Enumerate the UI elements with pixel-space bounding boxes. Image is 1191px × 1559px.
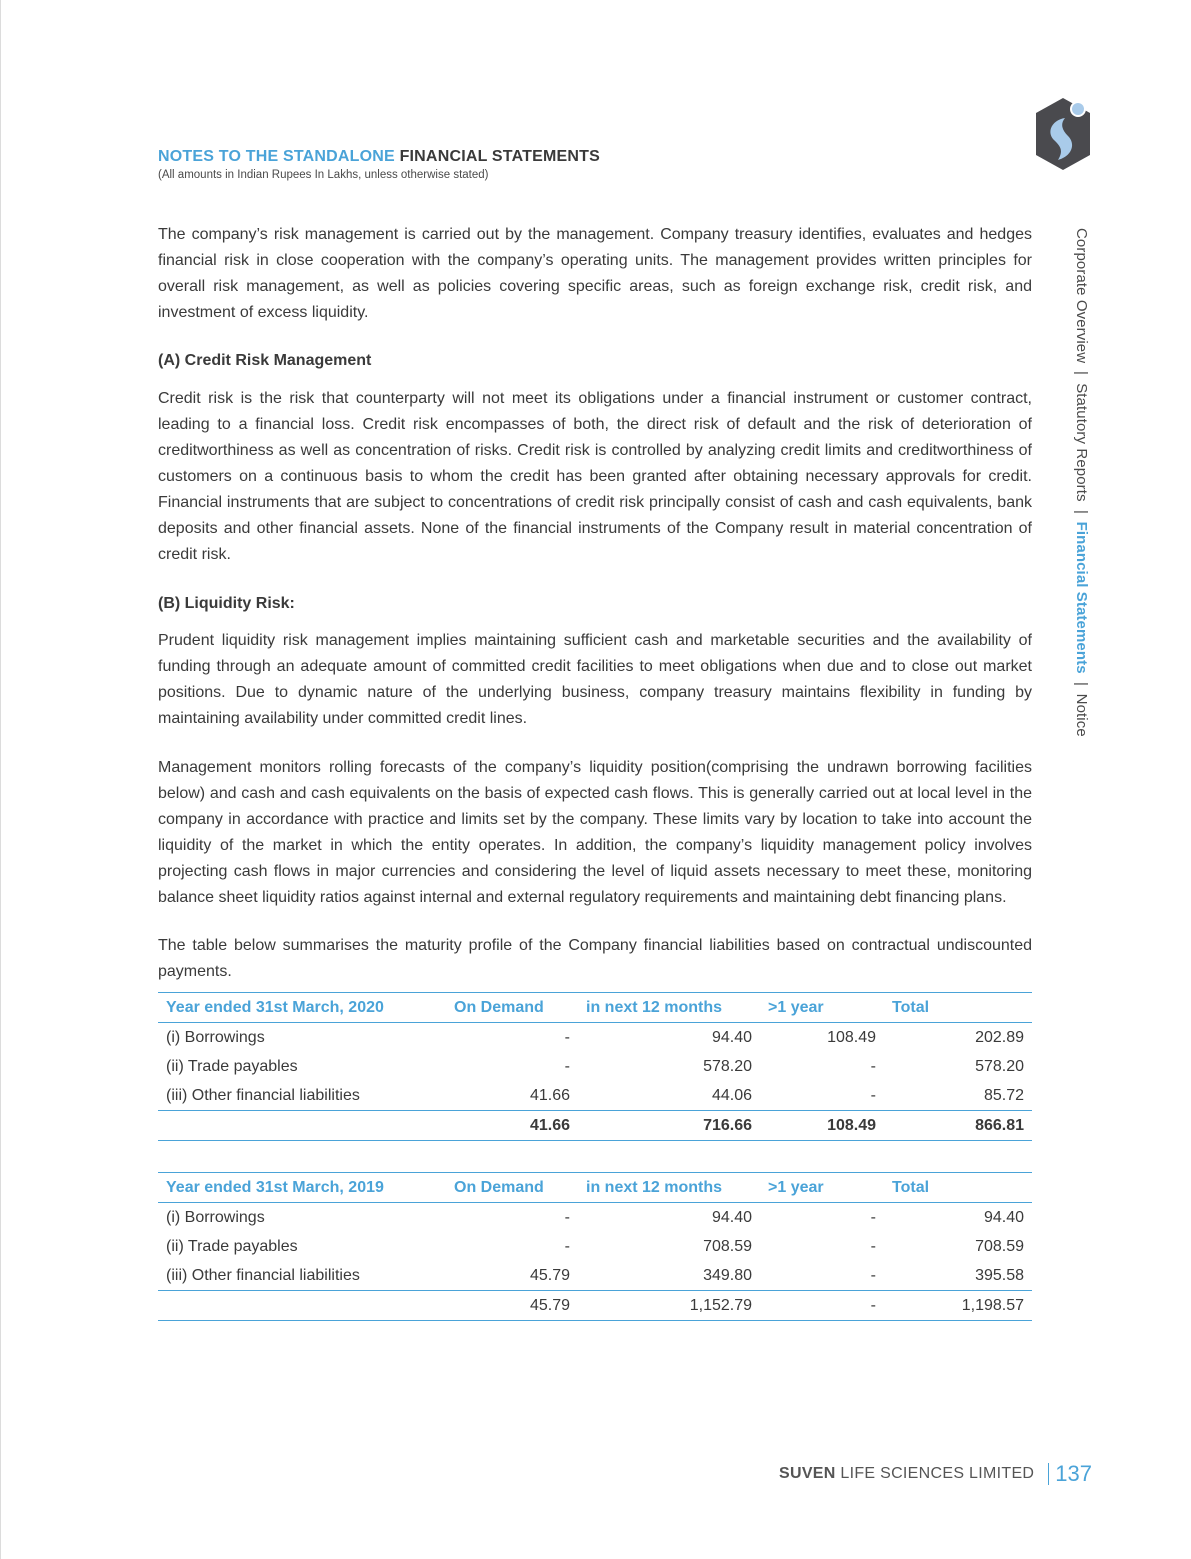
total-next-12-months: 1,152.79 <box>578 1291 760 1321</box>
page-title-main: FINANCIAL STATEMENTS <box>399 148 600 165</box>
total-over-1-year: - <box>760 1291 884 1321</box>
page-footer <box>779 1461 1092 1487</box>
page-title-accent: NOTES TO THE STANDALONE <box>158 148 395 165</box>
cell-next-12-months: 44.06 <box>711 1086 752 1104</box>
main-content <box>158 222 1032 1321</box>
side-nav-separator: | <box>1073 681 1090 686</box>
total-on-demand: 41.66 <box>446 1111 578 1141</box>
column-header-over-1-year: >1 year <box>760 993 884 1023</box>
column-header-total: Total <box>884 993 1032 1023</box>
row-label: (i) Borrowings <box>166 1208 265 1226</box>
liquidity-paragraph-1: Prudent liquidity risk management implies maintaining sufficient cash and marketable securities and the availability of funding through an adequate amount of committed credit facilities to meet obligations when due and to close out market positions. Due to dynamic nature of the underlying business, company treasury maintains flexibility in funding by maintaining availability under committed credit lines. <box>158 632 1032 727</box>
total-total: 866.81 <box>884 1111 1032 1141</box>
column-header-on-demand: On Demand <box>446 993 578 1023</box>
cell-next-12-months: 94.40 <box>711 1208 752 1226</box>
footer-company-bold: SUVEN <box>779 1465 836 1482</box>
row-label: (ii) Trade payables <box>166 1237 298 1255</box>
side-nav-corporate-overview[interactable]: Corporate Overview <box>1073 228 1090 364</box>
table-row <box>158 1052 1032 1081</box>
total-next-12-months: 716.66 <box>578 1111 760 1141</box>
credit-risk-heading: (A) Credit Risk Management <box>158 352 372 369</box>
cell-on-demand: - <box>564 1208 570 1226</box>
cell-total: 202.89 <box>975 1028 1024 1046</box>
maturity-table-2019 <box>158 1172 1032 1321</box>
table-row <box>158 1081 1032 1111</box>
credit-risk-paragraph: Credit risk is the risk that counterparty will not meet its obligations under a financial instrument or customer contract, leading to a financial loss. Credit risk encompasses of both, the direct risk of default and the risk of deterioration of creditworthiness as well as concentration of risks. Credit risk is controlled by analyzing credit limits and creditworthiness of customers on a continuous basis to whom the credit has been granted after obtaining necessary approvals for credit. Financial instruments that are subject to concentrations of credit risk principally consist of cash and cash equivalents, bank deposits and other financial assets. None of the financial instruments of the Company result in material concentration of credit risk. <box>158 390 1032 563</box>
side-nav-notice[interactable]: Notice <box>1073 693 1090 737</box>
cell-total: 94.40 <box>983 1208 1024 1226</box>
page-subtitle: (All amounts in Indian Rupees In Lakhs, unless otherwise stated) <box>158 169 489 181</box>
total-on-demand: 45.79 <box>446 1291 578 1321</box>
page-header <box>158 148 600 181</box>
table-row <box>158 1232 1032 1261</box>
cell-next-12-months: 708.59 <box>703 1237 752 1255</box>
table-intro-paragraph: The table below summarises the maturity profile of the Company financial liabilities based on contractual undiscounted payments. <box>158 937 1032 980</box>
cell-on-demand: - <box>564 1237 570 1255</box>
table-row <box>158 1023 1032 1053</box>
side-navigation <box>1073 228 1090 737</box>
cell-over-1-year: - <box>870 1266 876 1284</box>
column-header-year: Year ended 31st March, 2020 <box>158 993 446 1023</box>
table-header-row <box>158 1173 1032 1203</box>
cell-next-12-months: 349.80 <box>703 1266 752 1284</box>
side-nav-separator: | <box>1073 509 1090 514</box>
maturity-table-2020 <box>158 992 1032 1141</box>
cell-over-1-year: 108.49 <box>827 1028 876 1046</box>
total-label <box>158 1291 446 1321</box>
cell-next-12-months: 94.40 <box>711 1028 752 1046</box>
page-title <box>158 148 600 166</box>
cell-on-demand: - <box>564 1057 570 1075</box>
column-header-next-12-months: in next 12 months <box>578 1173 760 1203</box>
column-header-total: Total <box>884 1173 1032 1203</box>
row-label: (i) Borrowings <box>166 1028 265 1046</box>
cell-total: 395.58 <box>975 1266 1024 1284</box>
cell-over-1-year: - <box>870 1086 876 1104</box>
page-number: 137 <box>1055 1461 1092 1486</box>
row-label: (iii) Other financial liabilities <box>166 1086 360 1104</box>
footer-company-name <box>779 1465 1034 1483</box>
suven-logo-icon <box>1034 96 1092 172</box>
side-nav-separator: | <box>1073 371 1090 376</box>
liquidity-risk-heading: (B) Liquidity Risk: <box>158 595 295 612</box>
table-header-row <box>158 993 1032 1023</box>
cell-over-1-year: - <box>870 1057 876 1075</box>
cell-next-12-months: 578.20 <box>703 1057 752 1075</box>
side-nav-statutory-reports[interactable]: Statutory Reports <box>1073 383 1090 502</box>
total-over-1-year: 108.49 <box>760 1111 884 1141</box>
cell-over-1-year: - <box>870 1208 876 1226</box>
column-header-next-12-months: in next 12 months <box>578 993 760 1023</box>
cell-on-demand: 45.79 <box>529 1266 570 1284</box>
cell-on-demand: - <box>564 1028 570 1046</box>
liquidity-paragraph-2: Management monitors rolling forecasts of the company’s liquidity position(comprising the undrawn borrowing facilities below) and cash and cash equivalents on the basis of expected cash flows. This is generally carried out at local level in the company in accordance with practice and limits set by the company. These limits vary by location to take into account the liquidity of the market in which the entity operates. In addition, the company’s liquidity management policy involves projecting cash flows in major currencies and considering the level of liquid assets necessary to meet these, monitoring balance sheet liquidity ratios against internal and external regulatory requirements and maintaining debt financing plans. <box>158 759 1032 906</box>
cell-total: 708.59 <box>975 1237 1024 1255</box>
table-total-row <box>158 1291 1032 1321</box>
cell-on-demand: 41.66 <box>529 1086 570 1104</box>
table-row <box>158 1261 1032 1291</box>
total-label <box>158 1111 446 1141</box>
intro-paragraph: The company’s risk management is carried out by the management. Company treasury identifies, evaluates and hedges financial risk in close cooperation with the company’s operating units. The management provides written principles for overall risk management, as well as policies covering specific areas, such as foreign exchange risk, credit risk, and investment of excess liquidity. <box>158 226 1032 321</box>
column-header-year: Year ended 31st March, 2019 <box>158 1173 446 1203</box>
footer-company-rest: LIFE SCIENCES LIMITED <box>840 1465 1035 1482</box>
footer-divider <box>1048 1463 1049 1485</box>
column-header-on-demand: On Demand <box>446 1173 578 1203</box>
table-row <box>158 1203 1032 1233</box>
cell-over-1-year: - <box>870 1237 876 1255</box>
cell-total: 578.20 <box>975 1057 1024 1075</box>
cell-total: 85.72 <box>983 1086 1024 1104</box>
column-header-over-1-year: >1 year <box>760 1173 884 1203</box>
row-label: (ii) Trade payables <box>166 1057 298 1075</box>
total-total: 1,198.57 <box>884 1291 1032 1321</box>
side-nav-financial-statements[interactable]: Financial Statements <box>1073 521 1090 674</box>
table-total-row <box>158 1111 1032 1141</box>
row-label: (iii) Other financial liabilities <box>166 1266 360 1284</box>
